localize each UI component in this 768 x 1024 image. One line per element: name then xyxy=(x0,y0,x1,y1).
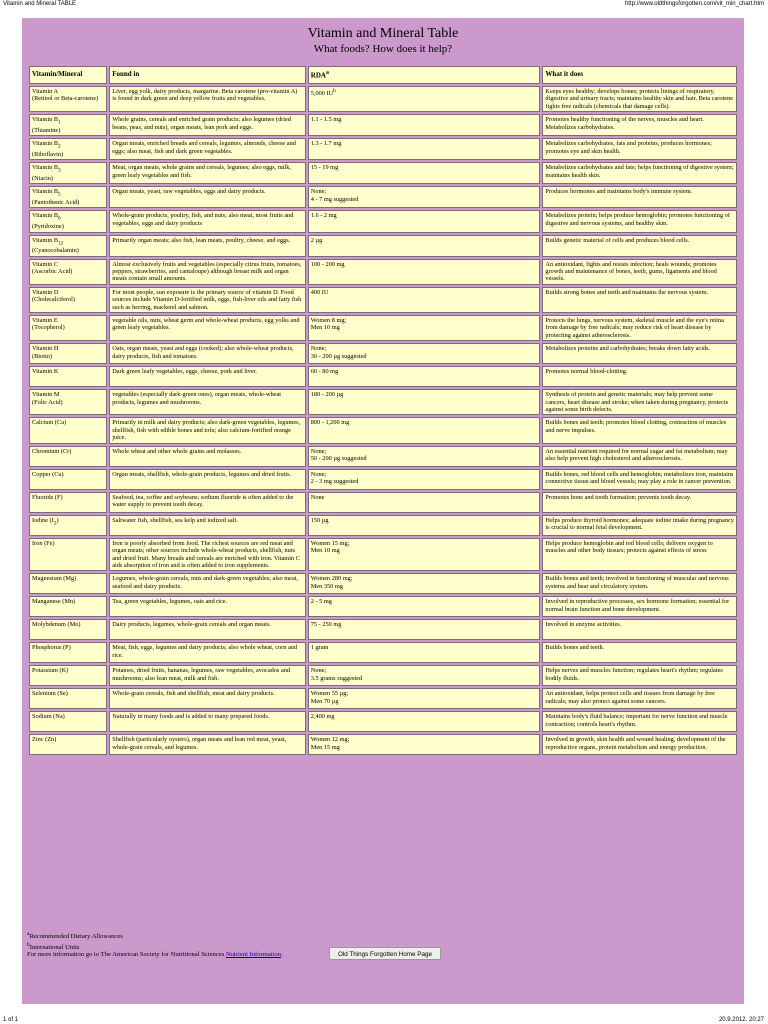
nutrient-cell xyxy=(29,343,107,364)
rda-cell xyxy=(308,642,541,663)
print-header-title: Vitamin and Mineral TABLE xyxy=(3,1,77,7)
what-it-does-cell: An antioxidant, fights and resists infection; heals wounds; promotes growth and maintenance of bones, teeth, gums, ligaments and blood vessels. xyxy=(542,259,737,285)
nutrient-cell xyxy=(29,235,107,257)
nutrient-cell xyxy=(29,315,107,341)
nutrient-subscript: 2 xyxy=(53,519,57,526)
nutrient-cell xyxy=(29,446,107,467)
nutrient-alias: (Biotin) xyxy=(32,352,52,360)
nutrient-name: Vitamin E xyxy=(32,317,58,325)
nutrient-name: Iodine (I xyxy=(32,516,54,524)
rda-cell xyxy=(308,619,541,640)
nutrient-name: Vitamin C xyxy=(32,260,59,268)
nutrient-alias: (Tocopherol) xyxy=(32,324,65,332)
table-row xyxy=(29,688,737,709)
rda-value: 400 IU xyxy=(310,288,329,296)
rda-cell xyxy=(308,186,541,208)
rda-value: 1.6 - 2 mg xyxy=(310,212,337,220)
nutrient-alias: (Cholecalciferol) xyxy=(32,296,76,304)
found-in-cell: Primarily in milk and dairy products; also dark-green vegetables, legumes, shellfish, fish with edible bones and tofu; also calcium-fortified orange juice. xyxy=(109,417,306,443)
home-page-button[interactable]: Old Things Forgotten Home Page xyxy=(329,947,441,960)
nutrient-cell xyxy=(29,688,107,709)
what-it-does-cell: Helps produce hemoglobin and red blood cells; delivers oxygen to muscles and other body tissues; protects against effects of stress xyxy=(542,538,737,572)
rda-cell xyxy=(308,315,541,341)
what-it-does-cell: Builds bones and teeth; promotes blood clotting, contraction of muscles and nerve impulses. xyxy=(542,417,737,443)
what-it-does-cell: An antioxidant, helps protect cells and tissues from damage by free radicals; may also protect against some cancers. xyxy=(542,688,737,709)
rda-value: 75 - 250 mg xyxy=(310,621,342,629)
rda-value: 100 - 200 mg xyxy=(310,260,345,268)
found-in-cell: Saltwater fish, shellfish, sea kelp and iodized salt. xyxy=(109,515,306,536)
nutrient-cell xyxy=(29,389,107,415)
footnote-a-text: Recommended Dietary Allowances xyxy=(29,933,123,941)
table-row xyxy=(29,343,737,364)
rda-cell xyxy=(308,446,541,467)
rda-value: 2 µg xyxy=(310,236,323,244)
found-in-cell: Dairy products, legumes, whole-grain cereals and organ meats. xyxy=(109,619,306,640)
page-subtitle: What foods? How does it help? xyxy=(313,43,453,55)
nutrient-name: Vitamin K xyxy=(32,368,59,376)
what-it-does-cell: Builds bones, red blood cells and hemoglobin; metabolizes iron, maintains connective tissue and blood vessels; may play a role in cancer prevention. xyxy=(542,469,737,490)
rda-value: 15 - 19 mg xyxy=(310,164,339,172)
rda-value: 1.1 - 1.5 mg xyxy=(310,116,342,124)
table-row xyxy=(29,619,737,640)
nutrient-cell xyxy=(29,210,107,232)
found-in-cell: For most people, sun exposure is the primary source of vitamin D. Food sources include Vitamin D-fortified milk, eggs, fish-liver oils and fatty fish such as herring, mackerel and salmon. xyxy=(109,287,306,313)
table-row xyxy=(29,538,737,572)
what-it-does-cell: Protects the lungs, nervous system, skeletal muscle and the eye's retina from damage by free radicals; may reduce risk of heart disease by protecting against atherosclerosis. xyxy=(542,315,737,341)
rda-cell xyxy=(308,573,541,594)
nutrient-name: Vitamin B xyxy=(32,212,59,220)
header-what-it-does: What it does xyxy=(542,66,737,84)
rda-cell xyxy=(308,469,541,490)
rda-value: 800 - 1,200 mg xyxy=(310,419,350,427)
table-row xyxy=(29,573,737,594)
nutrient-cell xyxy=(29,492,107,513)
found-in-cell: Naturally in many foods and is added to many prepared foods. xyxy=(109,711,306,732)
rda-cell xyxy=(308,596,541,617)
nutrient-name: Copper (Cu) xyxy=(32,470,64,478)
nutrient-alias: (Niacin) xyxy=(32,175,53,182)
nutrient-subscript: 3 xyxy=(58,167,61,174)
nutrient-alias: (Retinol or Beta-carotene) xyxy=(32,95,99,103)
nutrient-cell xyxy=(29,734,107,755)
rda-value: 1 gram xyxy=(310,644,329,652)
table-row xyxy=(29,315,737,341)
table-row xyxy=(29,389,737,415)
rda-cell xyxy=(308,138,541,160)
table-row xyxy=(29,469,737,490)
header-nutrient: Vitamin/Mineral xyxy=(29,66,107,84)
nutrient-cell xyxy=(29,138,107,160)
table-row xyxy=(29,235,737,257)
rda-cell xyxy=(308,114,541,136)
print-footer-date: 20.9.2012. 20:27 xyxy=(718,1017,764,1023)
nutrient-name: Selenium (Se) xyxy=(32,690,68,698)
nutrient-name: Magnesium (Mg) xyxy=(32,575,77,583)
nutrient-name: Vitamin B xyxy=(32,140,59,148)
what-it-does-cell: Metabolizes carbohydrates and fats; helps functioning of digestive system; maintains health skin. xyxy=(542,162,737,184)
nutrient-alias: (Cyanocobalamin) xyxy=(32,247,79,255)
footnote-a-mark: a xyxy=(27,931,30,937)
nutrient-cell xyxy=(29,538,107,572)
rda-value: 5,000 IU xyxy=(310,90,334,98)
nutrient-subscript: 12 xyxy=(58,239,64,246)
found-in-cell: Dark green leafy vegetables, eggs, cheese, pork and liver. xyxy=(109,366,306,387)
rda-value: None xyxy=(310,493,325,501)
nutrient-subscript: 2 xyxy=(58,143,61,150)
nutrient-cell xyxy=(29,619,107,640)
rda-cell xyxy=(308,492,541,513)
what-it-does-cell: Produces hormones and maintains body's immune system. xyxy=(542,186,737,208)
nutrient-subscript: 5 xyxy=(58,191,61,198)
more-info xyxy=(27,950,327,959)
what-it-does-cell: Metabolizes proteins and carbohydrates; breaks down fatty acids. xyxy=(542,343,737,364)
rda-value: 1.3 - 1.7 mg xyxy=(310,140,342,148)
nutrient-cell xyxy=(29,642,107,663)
found-in-cell: Organ meats, shellfish, whole-grain products, legumes and dried fruits. xyxy=(109,469,306,490)
nutrient-cell xyxy=(29,711,107,732)
table-row xyxy=(29,138,737,160)
rda-value: 150 µg xyxy=(310,516,329,524)
nutrient-name: Calcium (Ca) xyxy=(32,419,67,427)
header-rda-footnote-mark: a xyxy=(325,70,329,77)
found-in-cell: Whole wheat and other whole grains and molasses. xyxy=(109,446,306,467)
what-it-does-cell: Involved in reproductive processes, sex hormone formation; essential for normal brain function and bone development. xyxy=(542,596,737,617)
what-it-does-cell: Promotes normal blood-clotting. xyxy=(542,366,737,387)
what-it-does-cell: Promotes bone and tooth formation; prevents tooth decay. xyxy=(542,492,737,513)
print-footer xyxy=(0,1014,768,1024)
what-it-does-cell: Maintains body's fluid balance; important for nerve function and muscle contraction; controls heart's rhythm. xyxy=(542,711,737,732)
rda-value: None; 3.5 grams suggested xyxy=(310,667,363,682)
rda-value: Women 280 mg; Men 350 mg xyxy=(310,575,353,590)
what-it-does-cell: Metabolizes protein; helps produce hemoglobin; promotes functioning of digestive and nervous systems, and healthy skin. xyxy=(542,210,737,232)
nutrient-cell xyxy=(29,186,107,208)
rda-cell xyxy=(308,688,541,709)
nutrient-name: Vitamin B xyxy=(32,236,59,244)
header-rda-label: RDA xyxy=(310,71,326,80)
what-it-does-cell: Builds bones and teeth; involved in functioning of muscular and nervous systems and hear and circulatory system. xyxy=(542,573,737,594)
what-it-does-cell: Involved in enzyme activities. xyxy=(542,619,737,640)
rda-value: None; 2 - 3 mg suggested xyxy=(310,470,359,486)
table-row xyxy=(29,186,737,208)
found-in-cell: Potatoes, dried fruits, bananas, legumes, raw vegetables, avocados and mushrooms; also lean meat, milk and fish. xyxy=(109,665,306,686)
rda-value: None; 4 - 7 mg suggested xyxy=(310,188,359,203)
nutrient-name: Sodium (Na) xyxy=(32,713,65,721)
rda-value: Women 8 mg; Men 10 mg xyxy=(310,317,347,332)
rda-cell xyxy=(308,210,541,232)
table-row xyxy=(29,596,737,617)
table-row xyxy=(29,734,737,755)
table-row xyxy=(29,86,737,112)
found-in-cell: Oats, organ meats, yeast and eggs (cooked); also whole-wheat products, dairy products, fish and tomatoes. xyxy=(109,343,306,364)
nutrient-name: Vitamin A xyxy=(32,88,59,95)
footnote-a xyxy=(27,930,123,941)
nutrient-alias: (Pyridoxine) xyxy=(32,223,64,231)
nutrient-name: Fluoride (F) xyxy=(32,493,63,501)
print-header xyxy=(0,0,768,10)
found-in-cell: Whole-grain cereals, fish and shellfish, meat and dairy products. xyxy=(109,688,306,709)
nutrient-cell xyxy=(29,596,107,617)
nutrient-name: Vitamin M xyxy=(32,391,60,399)
header-found-in: Found in xyxy=(109,66,306,84)
nutrient-name: Iron (Fe) xyxy=(32,539,55,547)
found-in-cell: vegetable oils, nuts, wheat germ and whole-wheat products, egg yolks and green leafy vegetables. xyxy=(109,315,306,341)
found-in-cell: Legumes, whole-grain cereals, nuts and dark-green vegetables; also meat, seafood and dairy products. xyxy=(109,573,306,594)
what-it-does-cell: Metabolizes carbohydrates, fats and proteins, produces hormones; promotes eye and skin health. xyxy=(542,138,737,160)
nutrient-information-link[interactable]: Nutrient Information xyxy=(225,951,282,958)
rda-cell xyxy=(308,287,541,313)
nutrient-alias: (Pantothenic Acid) xyxy=(32,199,80,207)
vitamin-table xyxy=(27,64,739,757)
found-in-cell: Organ meats, enriched breads and cereals, legumes, almonds, cheese and eggs; also meat, fish and dark green vegetables. xyxy=(109,138,306,160)
found-in-cell: Primarily organ meats; also fish, lean meats, poultry, cheese, and eggs. xyxy=(109,235,306,257)
rda-cell xyxy=(308,665,541,686)
table-header-row xyxy=(29,66,737,84)
rda-value: None; 30 - 200 µg suggested xyxy=(310,345,367,360)
table-row xyxy=(29,515,737,536)
found-in-cell: vegetables (especially dark-green ones), organ meats, whole-wheat products, legumes and mushrooms. xyxy=(109,389,306,415)
footnote-b-mark: b xyxy=(27,942,30,949)
nutrient-name: Vitamin D xyxy=(32,288,59,296)
nutrient-subscript: 1 xyxy=(58,119,61,126)
nutrient-name: Vitamin B xyxy=(32,164,59,172)
rda-footnote-mark: b xyxy=(333,88,336,94)
nutrient-cell xyxy=(29,469,107,490)
rda-value: None; 50 - 200 µg suggested xyxy=(310,447,367,463)
table-row xyxy=(29,711,737,732)
nutrient-name: Manganese (Mn) xyxy=(32,598,76,606)
print-header-url: http://www.oldthingsforgotten.com/vit_min_chart.htm xyxy=(624,1,764,7)
found-in-cell: Meat, fish, eggs, legumes and dairy products; also whole wheat, corn and rice. xyxy=(109,642,306,663)
rda-cell xyxy=(308,417,541,443)
nutrient-cell xyxy=(29,573,107,594)
rda-cell xyxy=(308,366,541,387)
found-in-cell: Shellfish (particularly oysters), organ meats and lean red meat, yeast, whole-grain cereals, and legumes. xyxy=(109,734,306,755)
table-row xyxy=(29,259,737,285)
nutrient-cell xyxy=(29,665,107,686)
found-in-cell: Almost exclusively fruits and vegetables (especially citrus fruits, tomatoes, peppers, strawberries, and cantaloupe) although breast milk and organ meats contain small amounts. xyxy=(109,259,306,285)
rda-value: 2 - 5 mg xyxy=(310,598,332,606)
rda-value: 180 - 200 µg xyxy=(310,391,344,399)
rda-cell xyxy=(308,259,541,285)
nutrient-cell xyxy=(29,114,107,136)
rda-value: 2,400 mg xyxy=(310,713,335,721)
rda-value: Women 12 mg; Men 15 mg xyxy=(310,736,350,751)
nutrient-alias: (Ascorbic Acid) xyxy=(32,268,73,275)
table-row xyxy=(29,287,737,313)
nutrient-cell xyxy=(29,259,107,285)
footnote-b-text: International Units xyxy=(29,944,80,952)
table-row xyxy=(29,162,737,184)
found-in-cell: Whole grains, cereals and enriched grain products; also legumes (dried beans, peas, and nuts), organ meats, lean pork and eggs. xyxy=(109,114,306,136)
what-it-does-cell: Synthesis of protein and genetic materials; may help prevent some cancers, heart disease and stroke; when taken during pregnancy, protects against some birth defects. xyxy=(542,389,737,415)
rda-cell xyxy=(308,343,541,364)
what-it-does-cell: Keeps eyes healthy; develops bones; protects linings of respiratory, digestive and urinary tracts; maintains healthy skin and hair. Beta carotene fights free radicals (chemicals that damage cells). xyxy=(542,86,737,112)
more-info-text: For more information go to The American Society for Nutritional Sciences xyxy=(27,951,226,958)
rda-cell xyxy=(308,235,541,257)
what-it-does-cell: Promotes healthy functioning of the nerves, muscles and heart. Metabolizes carbohydrates. xyxy=(542,114,737,136)
what-it-does-cell: Helps produce thyroid hormones; adequate iodine intake during pregnancy is crucial to normal fetal development. xyxy=(542,515,737,536)
nutrient-alias: (Thiamine) xyxy=(32,126,61,134)
what-it-does-cell: An essential nutrient required for normal sugar and fat metabolism; may also help prevent high cholesterol and atherosclerosis. xyxy=(542,446,737,467)
nutrient-cell xyxy=(29,417,107,443)
table-row xyxy=(29,446,737,467)
rda-cell xyxy=(308,734,541,755)
found-in-cell: Seafood, tea, coffee and soybeans; sodium fluoride is often added to the water supply to prevent tooth decay. xyxy=(109,492,306,513)
nutrient-name: Vitamin H xyxy=(32,345,59,353)
what-it-does-cell: Builds strong bones and teeth and maintains the nervous system. xyxy=(542,287,737,313)
found-in-cell: Whole-grain products, poultry, fish, and nuts; also meat, most fruits and vegetables, eggs and dairy products xyxy=(109,210,306,232)
nutrient-name: Vitamin B xyxy=(32,116,59,124)
nutrient-alias: (Folic Acid) xyxy=(32,398,63,406)
table-row xyxy=(29,366,737,387)
rda-value: Women 55 µg; Men 70 µg xyxy=(310,690,349,705)
nutrient-name: Chromium (Cr) xyxy=(32,447,72,455)
rda-cell xyxy=(308,389,541,415)
nutrient-subscript: 6 xyxy=(58,215,61,222)
rda-cell xyxy=(308,86,541,112)
table-row xyxy=(29,492,737,513)
nutrient-name: Vitamin B xyxy=(32,188,59,196)
rda-cell xyxy=(308,515,541,536)
what-it-does-cell: Helps nerves and muscles function; regulates heart's rhythm; regulates bodily fluids. xyxy=(542,665,737,686)
nutrient-cell xyxy=(29,366,107,387)
found-in-cell: Iron is poorly absorbed from food. The richest sources are red meat and organ meats; other sources include whole-wheat products, shellfish, nuts and dried fruit. Many breads and cereals are enriched with iron. Vitamin C aids absorption of iron and is often added to iron supplements. xyxy=(109,538,306,572)
rda-cell xyxy=(308,711,541,732)
found-in-cell: Organ meats, yeast, raw vegetables, eggs and dairy products. xyxy=(109,186,306,208)
found-in-cell: Liver, egg yolk, dairy products, margarine. Beta carotene (pro-vitamin A) is found in dark green and deep yellow fruits and vegetables. xyxy=(109,86,306,112)
table-row xyxy=(29,665,737,686)
what-it-does-cell: Builds bones and teeth. xyxy=(542,642,737,663)
table-row xyxy=(29,417,737,443)
rda-cell xyxy=(308,162,541,184)
nutrient-cell xyxy=(29,287,107,313)
content-panel xyxy=(22,18,744,1004)
header-rda xyxy=(308,66,541,84)
print-footer-page: 1 of 1 xyxy=(3,1017,19,1023)
nutrient-name-tail: ) xyxy=(56,516,59,524)
nutrient-alias: (Riboflavin) xyxy=(32,150,64,158)
found-in-cell: Tea, green vegetables, legumes, oats and rice. xyxy=(109,596,306,617)
found-in-cell: Meat, organ meats, whole grains and cereals, legumes; also eggs, milk, green leafy vegetables and fish. xyxy=(109,162,306,184)
nutrient-cell xyxy=(29,515,107,536)
nutrient-name: Phosphorus (P) xyxy=(32,644,71,652)
page-title: Vitamin and Mineral Table xyxy=(307,26,459,41)
nutrient-cell xyxy=(29,162,107,184)
more-info-tail: . xyxy=(281,951,283,958)
what-it-does-cell: Builds genetic material of cells and produces blood cells. xyxy=(542,235,737,257)
what-it-does-cell: Involved in growth, skin health and wound healing, development of the reproductive organs, protein metabolism and energy production. xyxy=(542,734,737,755)
table-row xyxy=(29,114,737,136)
nutrient-name: Potassium (K) xyxy=(32,667,69,675)
table-row xyxy=(29,642,737,663)
nutrient-name: Zinc (Zn) xyxy=(32,736,57,744)
rda-value: Women 15 mg; Men 10 mg xyxy=(310,539,350,555)
rda-value: 60 - 80 mg xyxy=(310,368,339,376)
nutrient-name: Molybdenum (Mo) xyxy=(32,621,81,629)
rda-cell xyxy=(308,538,541,572)
nutrient-cell xyxy=(29,86,107,112)
table-row xyxy=(29,210,737,232)
